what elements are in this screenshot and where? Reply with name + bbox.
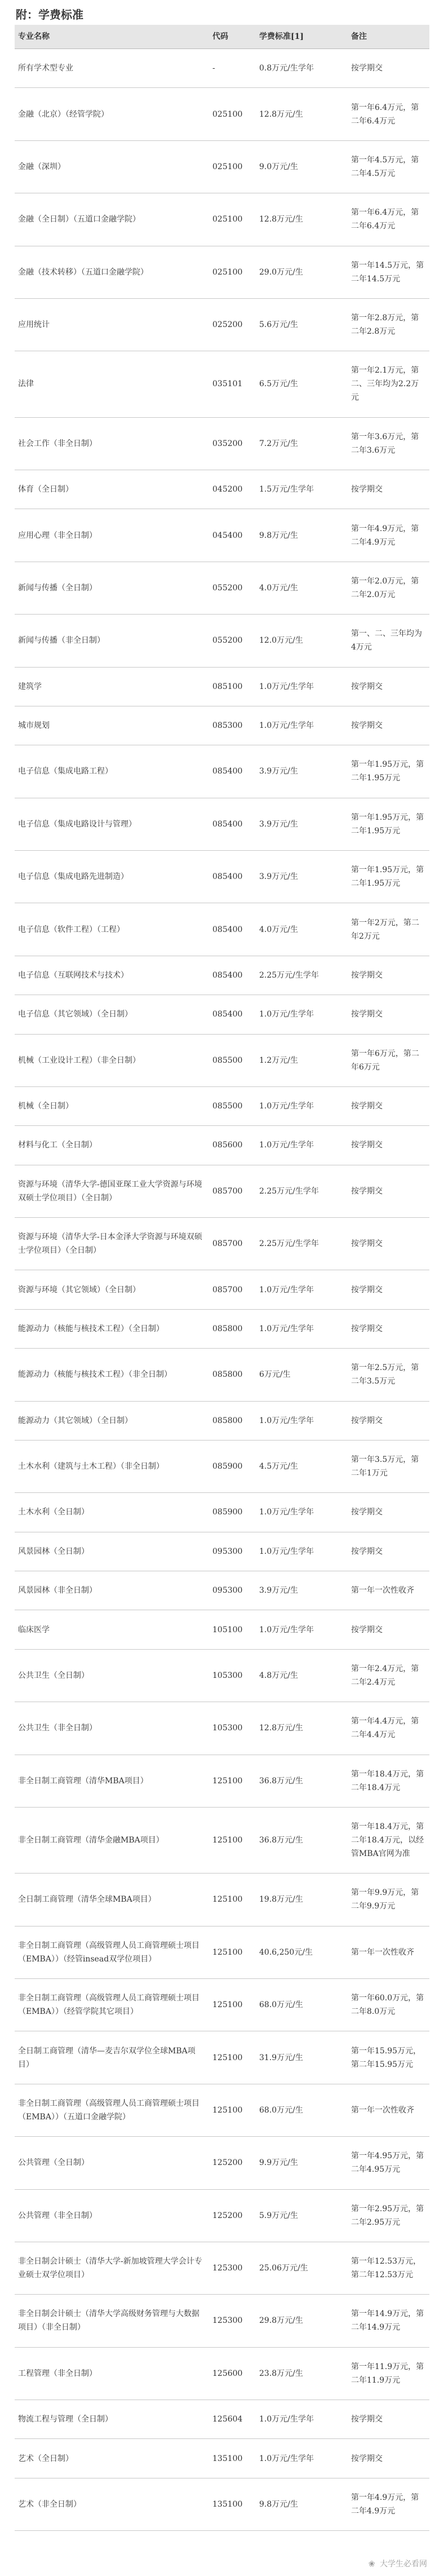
table-body [15, 49, 429, 2531]
cell-fee: 4.5万元/生 [256, 1440, 348, 1492]
cell-fee: 1.2万元/生 [256, 1034, 348, 1086]
cell-major: 资源与环境（清华大学-日本金泽大学资源与环境双硕士学位项目）（全日制） [15, 1218, 209, 1270]
table-row [15, 706, 429, 745]
cell-code: 125100 [209, 1979, 256, 2031]
cell-fee: 1.0万元/生学年 [256, 2439, 348, 2478]
table-row [15, 562, 429, 614]
cell-code: 105300 [209, 1649, 256, 1702]
cell-code: 125100 [209, 1874, 256, 1926]
cell-major: 公共卫生（非全日制） [15, 1702, 209, 1755]
cell-remark: 第一年2.0万元，第二年2.0万元 [348, 562, 429, 614]
cell-major: 非全日制会计硕士（清华大学高级财务管理与大数据项目）（非全日制） [15, 2295, 209, 2347]
table-row [15, 1807, 429, 1873]
cell-remark: 第一年2.5万元，第二年3.5万元 [348, 1349, 429, 1401]
cell-code: 125100 [209, 1926, 256, 1978]
table-row [15, 2084, 429, 2136]
cell-fee: 5.6万元/生 [256, 298, 348, 351]
cell-code: 025100 [209, 88, 256, 140]
cell-remark: 按学期交 [348, 1126, 429, 1165]
table-row [15, 49, 429, 88]
cell-code: 085800 [209, 1309, 256, 1348]
cell-remark: 第一年一次性收齐 [348, 1571, 429, 1610]
cell-remark: 第一年2.4万元，第二年2.4万元 [348, 1649, 429, 1702]
cell-code: 125100 [209, 1755, 256, 1807]
cell-remark: 第一年6.4万元，第二年6.4万元 [348, 88, 429, 140]
cell-major: 全日制工商管理（清华全球MBA项目） [15, 1874, 209, 1926]
cell-remark: 第一年60.0万元，第二年8.0万元 [348, 1979, 429, 2031]
cell-major: 非全日制工商管理（高级管理人员工商管理硕士项目（EMBA））（经管学院其它项目） [15, 1979, 209, 2031]
cell-remark: 按学期交 [348, 1165, 429, 1217]
cell-major: 新闻与传播（非全日制） [15, 615, 209, 667]
cell-code: 125200 [209, 2137, 256, 2189]
cell-remark: 按学期交 [348, 2400, 429, 2439]
cell-fee: 6万元/生 [256, 1349, 348, 1401]
cell-code: 085400 [209, 903, 256, 956]
table-row [15, 1165, 429, 1217]
cell-remark: 按学期交 [348, 1309, 429, 1348]
cell-major: 艺术（非全日制） [15, 2478, 209, 2530]
table-row [15, 1649, 429, 1702]
table-row [15, 1270, 429, 1309]
cell-fee: 7.2万元/生 [256, 417, 348, 470]
cell-major: 非全日制工商管理（清华金融MBA项目） [15, 1807, 209, 1873]
table-row [15, 667, 429, 706]
cell-fee: 29.8万元/生 [256, 2295, 348, 2347]
cell-remark: 第一年14.9万元，第二年14.9万元 [348, 2295, 429, 2347]
cell-major: 建筑学 [15, 667, 209, 706]
cell-remark: 第一年12.53万元，第二年12.53万元 [348, 2242, 429, 2294]
cell-code: 085400 [209, 745, 256, 798]
cell-major: 非全日制工商管理（清华MBA项目） [15, 1755, 209, 1807]
cell-remark: 第一年6.4万元，第二年6.4万元 [348, 193, 429, 246]
cell-major: 非全日制工商管理（高级管理人员工商管理硕士项目（EMBA））（五道口金融学院） [15, 2084, 209, 2136]
cell-major: 新闻与传播（全日制） [15, 562, 209, 614]
header-remark: 备注 [348, 25, 429, 49]
cell-fee: 1.0万元/生学年 [256, 2400, 348, 2439]
cell-code: 105100 [209, 1610, 256, 1649]
table-row [15, 1702, 429, 1755]
cell-code: 125300 [209, 2295, 256, 2347]
table-row [15, 1349, 429, 1401]
cell-remark: 按学期交 [348, 1218, 429, 1270]
cell-remark: 第一年1.95万元，第二年1.95万元 [348, 851, 429, 903]
table-row [15, 995, 429, 1034]
cell-major: 公共管理（非全日制） [15, 2189, 209, 2242]
cell-major: 全日制工商管理（清华—麦吉尔双学位全球MBA项目） [15, 2031, 209, 2084]
cell-code: 085100 [209, 667, 256, 706]
cell-code: 025100 [209, 193, 256, 246]
cell-remark: 按学期交 [348, 1086, 429, 1125]
cell-major: 能源动力（核能与核技术工程）（非全日制） [15, 1349, 209, 1401]
cell-remark: 第一年2.95万元，第二年2.95万元 [348, 2189, 429, 2242]
cell-fee: 68.0万元/生 [256, 1979, 348, 2031]
table-row [15, 2439, 429, 2478]
cell-code: 035200 [209, 417, 256, 470]
table-row [15, 2400, 429, 2439]
cell-fee: 25.06万元/生 [256, 2242, 348, 2294]
cell-remark: 按学期交 [348, 1493, 429, 1532]
cell-remark: 第一年15.95万元，第二年15.95万元 [348, 2031, 429, 2084]
cell-fee: 9.8万元/生 [256, 2478, 348, 2530]
watermark-text: 大学生必看网 [380, 2560, 427, 2569]
cell-major: 应用心理（非全日制） [15, 509, 209, 562]
cell-remark: 第一年一次性收齐 [348, 2084, 429, 2136]
cell-fee: 12.8万元/生 [256, 1702, 348, 1755]
cell-fee: 1.0万元/生学年 [256, 1532, 348, 1571]
cell-major: 土木水利（建筑与土木工程）（非全日制） [15, 1440, 209, 1492]
cell-fee: 1.0万元/生学年 [256, 995, 348, 1034]
cell-remark: 按学期交 [348, 1610, 429, 1649]
table-row [15, 2137, 429, 2189]
cell-code: 105300 [209, 1702, 256, 1755]
cell-major: 公共管理（全日制） [15, 2137, 209, 2189]
watermark [368, 2558, 427, 2569]
cell-fee: 0.8万元/生学年 [256, 49, 348, 88]
table-row [15, 470, 429, 509]
cell-remark: 第一年4.5万元，第二年4.5万元 [348, 140, 429, 193]
cell-fee: 9.0万元/生 [256, 140, 348, 193]
cell-fee: 19.8万元/生 [256, 1874, 348, 1926]
table-row [15, 509, 429, 562]
cell-fee: 29.0万元/生 [256, 246, 348, 298]
cell-code: 045200 [209, 470, 256, 509]
cell-code: 085500 [209, 1034, 256, 1086]
cell-code: 125100 [209, 1807, 256, 1873]
table-row [15, 956, 429, 995]
cell-remark: 第一年18.4万元，第二年18.4万元，以经管MBA官网为准 [348, 1807, 429, 1873]
cell-fee: 1.0万元/生学年 [256, 1309, 348, 1348]
cell-code: 085400 [209, 851, 256, 903]
cell-major: 法律 [15, 351, 209, 417]
table-row [15, 140, 429, 193]
cell-fee: 12.8万元/生 [256, 88, 348, 140]
cell-major: 金融（深圳） [15, 140, 209, 193]
cell-major: 体育（全日制） [15, 470, 209, 509]
cell-major: 电子信息（互联网技术与技术） [15, 956, 209, 995]
cell-remark: 第一年4.4万元，第二年4.4万元 [348, 1702, 429, 1755]
cell-fee: 5.9万元/生 [256, 2189, 348, 2242]
cell-code: 125100 [209, 2084, 256, 2136]
cell-fee: 1.5万元/生学年 [256, 470, 348, 509]
cell-fee: 4.0万元/生 [256, 903, 348, 956]
cell-fee: 2.25万元/生学年 [256, 1218, 348, 1270]
cell-remark: 第一年18.4万元，第二年18.4万元 [348, 1755, 429, 1807]
cell-code: 085400 [209, 995, 256, 1034]
table-row [15, 2347, 429, 2400]
table-row [15, 1034, 429, 1086]
table-row [15, 1979, 429, 2031]
cell-remark: 按学期交 [348, 49, 429, 88]
cell-remark: 第一年1.95万元，第二年1.95万元 [348, 745, 429, 798]
cell-major: 金融（北京）（经管学院） [15, 88, 209, 140]
header-fee: 学费标准[1] [256, 25, 348, 49]
cell-fee: 4.0万元/生 [256, 562, 348, 614]
cell-fee: 4.8万元/生 [256, 1649, 348, 1702]
cell-code: 135100 [209, 2478, 256, 2530]
cell-remark: 按学期交 [348, 706, 429, 745]
table-row [15, 1755, 429, 1807]
cell-code: 085600 [209, 1126, 256, 1165]
cell-code: 025200 [209, 298, 256, 351]
header-major: 专业名称 [15, 25, 209, 49]
cell-code: 085800 [209, 1349, 256, 1401]
cell-major: 风景园林（非全日制） [15, 1571, 209, 1610]
cell-fee: 40.6,250元/生 [256, 1926, 348, 1978]
cell-remark: 第一、二、三年均为4万元 [348, 615, 429, 667]
table-row [15, 1571, 429, 1610]
table-row [15, 851, 429, 903]
cell-major: 金融（技术转移）（五道口金融学院） [15, 246, 209, 298]
cell-major: 艺术（全日制） [15, 2439, 209, 2478]
cell-code: 045400 [209, 509, 256, 562]
cell-fee: 3.9万元/生 [256, 851, 348, 903]
cell-major: 应用统计 [15, 298, 209, 351]
table-row [15, 903, 429, 956]
cell-remark: 按学期交 [348, 1401, 429, 1440]
cell-code: 125300 [209, 2242, 256, 2294]
table-row [15, 615, 429, 667]
cell-remark: 第一年2万元，第二年2万元 [348, 903, 429, 956]
wechat-icon: ❀ [368, 2560, 375, 2569]
cell-fee: 1.0万元/生学年 [256, 1086, 348, 1125]
cell-fee: 23.8万元/生 [256, 2347, 348, 2400]
cell-fee: 3.9万元/生 [256, 745, 348, 798]
table-row [15, 1532, 429, 1571]
cell-code: 085700 [209, 1165, 256, 1217]
cell-major: 电子信息（集成电路工程） [15, 745, 209, 798]
cell-major: 城市规划 [15, 706, 209, 745]
cell-major: 金融（全日制）（五道口金融学院） [15, 193, 209, 246]
table-row [15, 798, 429, 850]
table-row [15, 1126, 429, 1165]
table-row [15, 2189, 429, 2242]
cell-remark: 按学期交 [348, 956, 429, 995]
cell-fee: 1.0万元/生学年 [256, 667, 348, 706]
table-row [15, 1610, 429, 1649]
cell-code: 085400 [209, 956, 256, 995]
cell-code: 125200 [209, 2189, 256, 2242]
table-row [15, 2031, 429, 2084]
cell-major: 电子信息（其它领域）（全日制） [15, 995, 209, 1034]
cell-major: 物流工程与管理（全日制） [15, 2400, 209, 2439]
table-row [15, 1086, 429, 1125]
cell-fee: 2.25万元/生学年 [256, 1165, 348, 1217]
cell-code: 125100 [209, 2031, 256, 2084]
cell-remark: 按学期交 [348, 667, 429, 706]
cell-fee: 6.5万元/生 [256, 351, 348, 417]
cell-code: 085700 [209, 1270, 256, 1309]
cell-fee: 36.8万元/生 [256, 1755, 348, 1807]
cell-code: 125600 [209, 2347, 256, 2400]
cell-remark: 第一年6万元，第二年6万元 [348, 1034, 429, 1086]
tuition-table [15, 25, 429, 2531]
table-row [15, 2242, 429, 2294]
cell-code: 125604 [209, 2400, 256, 2439]
cell-code: - [209, 49, 256, 88]
cell-major: 临床医学 [15, 1610, 209, 1649]
cell-fee: 1.0万元/生学年 [256, 1401, 348, 1440]
cell-major: 社会工作（非全日制） [15, 417, 209, 470]
cell-fee: 9.9万元/生 [256, 2137, 348, 2189]
cell-fee: 3.9万元/生 [256, 1571, 348, 1610]
table-row [15, 1401, 429, 1440]
cell-remark: 第一年4.9万元，第二年4.9万元 [348, 2478, 429, 2530]
cell-remark: 按学期交 [348, 1532, 429, 1571]
table-row [15, 745, 429, 798]
cell-remark: 第一年1.95万元，第二年1.95万元 [348, 798, 429, 850]
cell-fee: 2.25万元/生学年 [256, 956, 348, 995]
cell-remark: 按学期交 [348, 470, 429, 509]
cell-major: 机械（工业设计工程）（非全日制） [15, 1034, 209, 1086]
table-row [15, 298, 429, 351]
table-row [15, 193, 429, 246]
page-title: 附：学费标准 [16, 8, 83, 21]
cell-fee: 3.9万元/生 [256, 798, 348, 850]
cell-major: 电子信息（集成电路设计与管理） [15, 798, 209, 850]
table-row [15, 1440, 429, 1492]
cell-major: 能源动力（其它领域）（全日制） [15, 1401, 209, 1440]
cell-major: 能源动力（核能与核技术工程）（全日制） [15, 1309, 209, 1348]
cell-code: 095300 [209, 1571, 256, 1610]
cell-remark: 第一年3.6万元，第二年3.6万元 [348, 417, 429, 470]
cell-remark: 第一年4.9万元，第二年4.9万元 [348, 509, 429, 562]
cell-code: 055200 [209, 615, 256, 667]
cell-code: 085500 [209, 1086, 256, 1125]
cell-major: 土木水利（全日制） [15, 1493, 209, 1532]
table-header-row [15, 25, 429, 49]
cell-code: 035101 [209, 351, 256, 417]
cell-remark: 按学期交 [348, 2439, 429, 2478]
table-row [15, 2478, 429, 2530]
cell-fee: 9.8万元/生 [256, 509, 348, 562]
header-code: 代码 [209, 25, 256, 49]
table-row [15, 2295, 429, 2347]
cell-fee: 1.0万元/生学年 [256, 1270, 348, 1309]
cell-code: 085800 [209, 1401, 256, 1440]
cell-fee: 68.0万元/生 [256, 2084, 348, 2136]
cell-remark: 按学期交 [348, 995, 429, 1034]
cell-major: 非全日制工商管理（高级管理人员工商管理硕士项目（EMBA））（经管insead双学位项目） [15, 1926, 209, 1978]
cell-fee: 1.0万元/生学年 [256, 1493, 348, 1532]
cell-code: 085900 [209, 1493, 256, 1532]
cell-major: 电子信息（软件工程）（工程） [15, 903, 209, 956]
cell-major: 风景园林（全日制） [15, 1532, 209, 1571]
cell-major: 机械（全日制） [15, 1086, 209, 1125]
cell-fee: 36.8万元/生 [256, 1807, 348, 1873]
cell-major: 资源与环境（清华大学-德国亚琛工业大学资源与环境双硕士学位项目）（全日制） [15, 1165, 209, 1217]
table-row [15, 1218, 429, 1270]
table-row [15, 246, 429, 298]
cell-remark: 第一年14.5万元，第二年14.5万元 [348, 246, 429, 298]
cell-code: 025100 [209, 140, 256, 193]
cell-code: 025100 [209, 246, 256, 298]
cell-fee: 1.0万元/生学年 [256, 706, 348, 745]
table-row [15, 1926, 429, 1978]
cell-remark: 第一年11.9万元，第二年11.9万元 [348, 2347, 429, 2400]
cell-fee: 1.0万元/生学年 [256, 1610, 348, 1649]
cell-fee: 1.0万元/生学年 [256, 1126, 348, 1165]
cell-major: 所有学术型专业 [15, 49, 209, 88]
cell-remark: 第一年一次性收齐 [348, 1926, 429, 1978]
cell-code: 085300 [209, 706, 256, 745]
cell-remark: 按学期交 [348, 1270, 429, 1309]
cell-remark: 第一年4.95万元，第二年4.95万元 [348, 2137, 429, 2189]
cell-code: 055200 [209, 562, 256, 614]
cell-code: 085400 [209, 798, 256, 850]
cell-code: 085700 [209, 1218, 256, 1270]
cell-remark: 第一年2.1万元，第二、三年均为2.2万元 [348, 351, 429, 417]
cell-fee: 12.0万元/生 [256, 615, 348, 667]
table-row [15, 88, 429, 140]
cell-major: 资源与环境（其它领域）（全日制） [15, 1270, 209, 1309]
cell-code: 085900 [209, 1440, 256, 1492]
cell-fee: 31.9万元/生 [256, 2031, 348, 2084]
table-row [15, 1309, 429, 1348]
cell-major: 公共卫生（全日制） [15, 1649, 209, 1702]
cell-major: 工程管理（非全日制） [15, 2347, 209, 2400]
cell-fee: 12.8万元/生 [256, 193, 348, 246]
cell-remark: 第一年3.5万元，第二年1万元 [348, 1440, 429, 1492]
cell-major: 电子信息（集成电路先进制造） [15, 851, 209, 903]
cell-major: 非全日制会计硕士（清华大学-新加坡管理大学会计专业硕士双学位项目） [15, 2242, 209, 2294]
cell-major: 材料与化工（全日制） [15, 1126, 209, 1165]
cell-remark: 第一年2.8万元，第二年2.8万元 [348, 298, 429, 351]
table-row [15, 417, 429, 470]
table-row [15, 1874, 429, 1926]
table-row [15, 1493, 429, 1532]
cell-code: 095300 [209, 1532, 256, 1571]
cell-code: 135100 [209, 2439, 256, 2478]
cell-remark: 第一年9.9万元，第二年9.9万元 [348, 1874, 429, 1926]
table-row [15, 351, 429, 417]
